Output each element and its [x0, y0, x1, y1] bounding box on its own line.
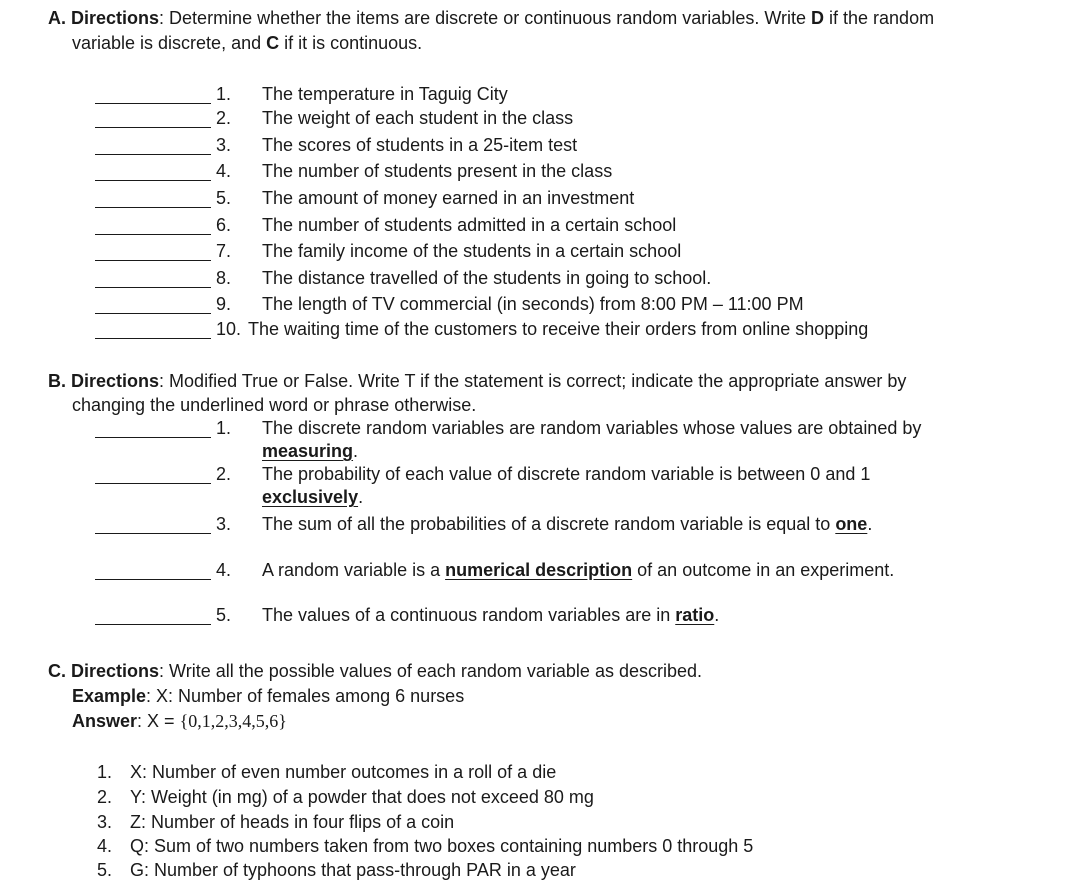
- section-a-directions-text: : Determine whether the items are discrete or continuous random variables. Write: [159, 8, 812, 28]
- statement-text: The values of a continuous random variables are in: [262, 605, 676, 625]
- section-a-directions-line1: [48, 8, 934, 28]
- section-b-directions-line2: changing the underlined word or phrase otherwise.: [72, 395, 477, 415]
- item-number: 1.: [216, 84, 232, 104]
- answer-blank[interactable]: [95, 338, 211, 339]
- item-number: 5.: [97, 860, 113, 880]
- item-text: G: Number of typhoons that pass-through PAR in a year: [130, 860, 576, 880]
- item-text: The number of students admitted in a certain school: [262, 215, 677, 235]
- section-a-directions-text-2: if the random: [824, 8, 935, 28]
- section-b-directions-label: Directions: [71, 371, 160, 391]
- example-line: [72, 686, 464, 706]
- item-text-continued: [262, 487, 363, 507]
- section-b-directions-text: : Modified True or False. Write T if the statement is correct; indicate the appropriate answer by: [159, 371, 907, 391]
- item-number: 3.: [216, 135, 232, 155]
- answer-blank[interactable]: [95, 579, 211, 580]
- underlined-term: measuring: [262, 441, 354, 461]
- item-number: 2.: [97, 787, 113, 807]
- item-text: The amount of money earned in an investment: [262, 188, 635, 208]
- answer-blank[interactable]: [95, 207, 211, 208]
- section-c-directions-text: : Write all the possible values of each random variable as described.: [159, 661, 702, 681]
- statement-text-end: of an outcome in an experiment.: [632, 560, 895, 580]
- item-text: Y: Weight (in mg) of a powder that does not exceed 80 mg: [130, 787, 594, 807]
- item-number: 1.: [216, 418, 232, 438]
- item-number: 3.: [216, 514, 232, 534]
- answer-blank[interactable]: [95, 437, 211, 438]
- punctuation: .: [358, 487, 364, 507]
- item-number: 5.: [216, 188, 232, 208]
- statement-text: The sum of all the probabilities of a discrete random variable is equal to: [262, 514, 836, 534]
- item-number: 5.: [216, 605, 232, 625]
- underlined-term: ratio: [675, 605, 715, 625]
- punctuation: .: [353, 441, 359, 461]
- statement-text: A random variable is a: [262, 560, 446, 580]
- item-number: 2.: [216, 464, 232, 484]
- item-text: The number of students present in the class: [262, 161, 613, 181]
- item-number: 3.: [97, 812, 113, 832]
- item-number: 4.: [216, 560, 232, 580]
- section-a-letter: A.: [48, 8, 66, 28]
- item-number: 8.: [216, 268, 232, 288]
- section-a-line2-text: variable is discrete, and: [72, 33, 267, 53]
- item-number: 10.: [216, 319, 242, 339]
- item-text: [262, 560, 894, 580]
- item-text: The family income of the students in a certain school: [262, 241, 682, 261]
- underlined-term: numerical description: [445, 560, 633, 580]
- underlined-term: exclusively: [262, 487, 359, 507]
- example-text: : X: Number of females among 6 nurses: [146, 686, 465, 706]
- answer-blank[interactable]: [95, 624, 211, 625]
- section-a-line2-text-2: if it is continuous.: [279, 33, 423, 53]
- example-label: Example: [72, 686, 147, 706]
- answer-blank[interactable]: [95, 103, 211, 104]
- item-number: 1.: [97, 762, 113, 782]
- item-text: The waiting time of the customers to receive their orders from online shopping: [248, 319, 869, 339]
- answer-blank[interactable]: [95, 533, 211, 534]
- item-number: 9.: [216, 294, 232, 314]
- item-text-continued: [262, 441, 358, 461]
- underlined-term: one: [835, 514, 868, 534]
- section-c-directions-label: Directions: [71, 661, 160, 681]
- section-c-letter: C.: [48, 661, 66, 681]
- answer-blank[interactable]: [95, 313, 211, 314]
- item-text: [262, 514, 872, 534]
- section-a-directions-line2: [72, 33, 422, 53]
- answer-set: {0,1,2,3,4,5,6}: [179, 711, 287, 731]
- item-number: 4.: [97, 836, 113, 856]
- answer-blank[interactable]: [95, 127, 211, 128]
- answer-line: [72, 711, 287, 731]
- section-b-letter: B.: [48, 371, 66, 391]
- item-text: [262, 605, 719, 625]
- code-c: C: [266, 33, 280, 53]
- item-number: 7.: [216, 241, 232, 261]
- answer-blank[interactable]: [95, 180, 211, 181]
- item-number: 2.: [216, 108, 232, 128]
- punctuation: .: [714, 605, 720, 625]
- answer-blank[interactable]: [95, 234, 211, 235]
- section-c-directions: [48, 661, 702, 681]
- answer-blank[interactable]: [95, 154, 211, 155]
- item-text: The temperature in Taguig City: [262, 84, 508, 104]
- item-number: 4.: [216, 161, 232, 181]
- item-text: Z: Number of heads in four flips of a coin: [130, 812, 455, 832]
- item-text: Q: Sum of two numbers taken from two boxes containing numbers 0 through 5: [130, 836, 754, 856]
- answer-blank[interactable]: [95, 260, 211, 261]
- item-number: 6.: [216, 215, 232, 235]
- item-text: The discrete random variables are random variables whose values are obtained by: [262, 418, 922, 438]
- item-text: The scores of students in a 25-item test: [262, 135, 578, 155]
- item-text: The probability of each value of discrete random variable is between 0 and 1: [262, 464, 871, 484]
- answer-label: Answer: [72, 711, 138, 731]
- item-text: The weight of each student in the class: [262, 108, 574, 128]
- item-text: The distance travelled of the students in going to school.: [262, 268, 712, 288]
- answer-blank[interactable]: [95, 287, 211, 288]
- item-text: The length of TV commercial (in seconds) from 8:00 PM – 11:00 PM: [262, 294, 804, 314]
- code-d: D: [811, 8, 825, 28]
- section-b-directions-line1: [48, 371, 906, 391]
- item-text: X: Number of even number outcomes in a roll of a die: [130, 762, 557, 782]
- punctuation: .: [867, 514, 873, 534]
- answer-blank[interactable]: [95, 483, 211, 484]
- answer-text: : X =: [137, 711, 180, 731]
- section-a-directions-label: Directions: [71, 8, 160, 28]
